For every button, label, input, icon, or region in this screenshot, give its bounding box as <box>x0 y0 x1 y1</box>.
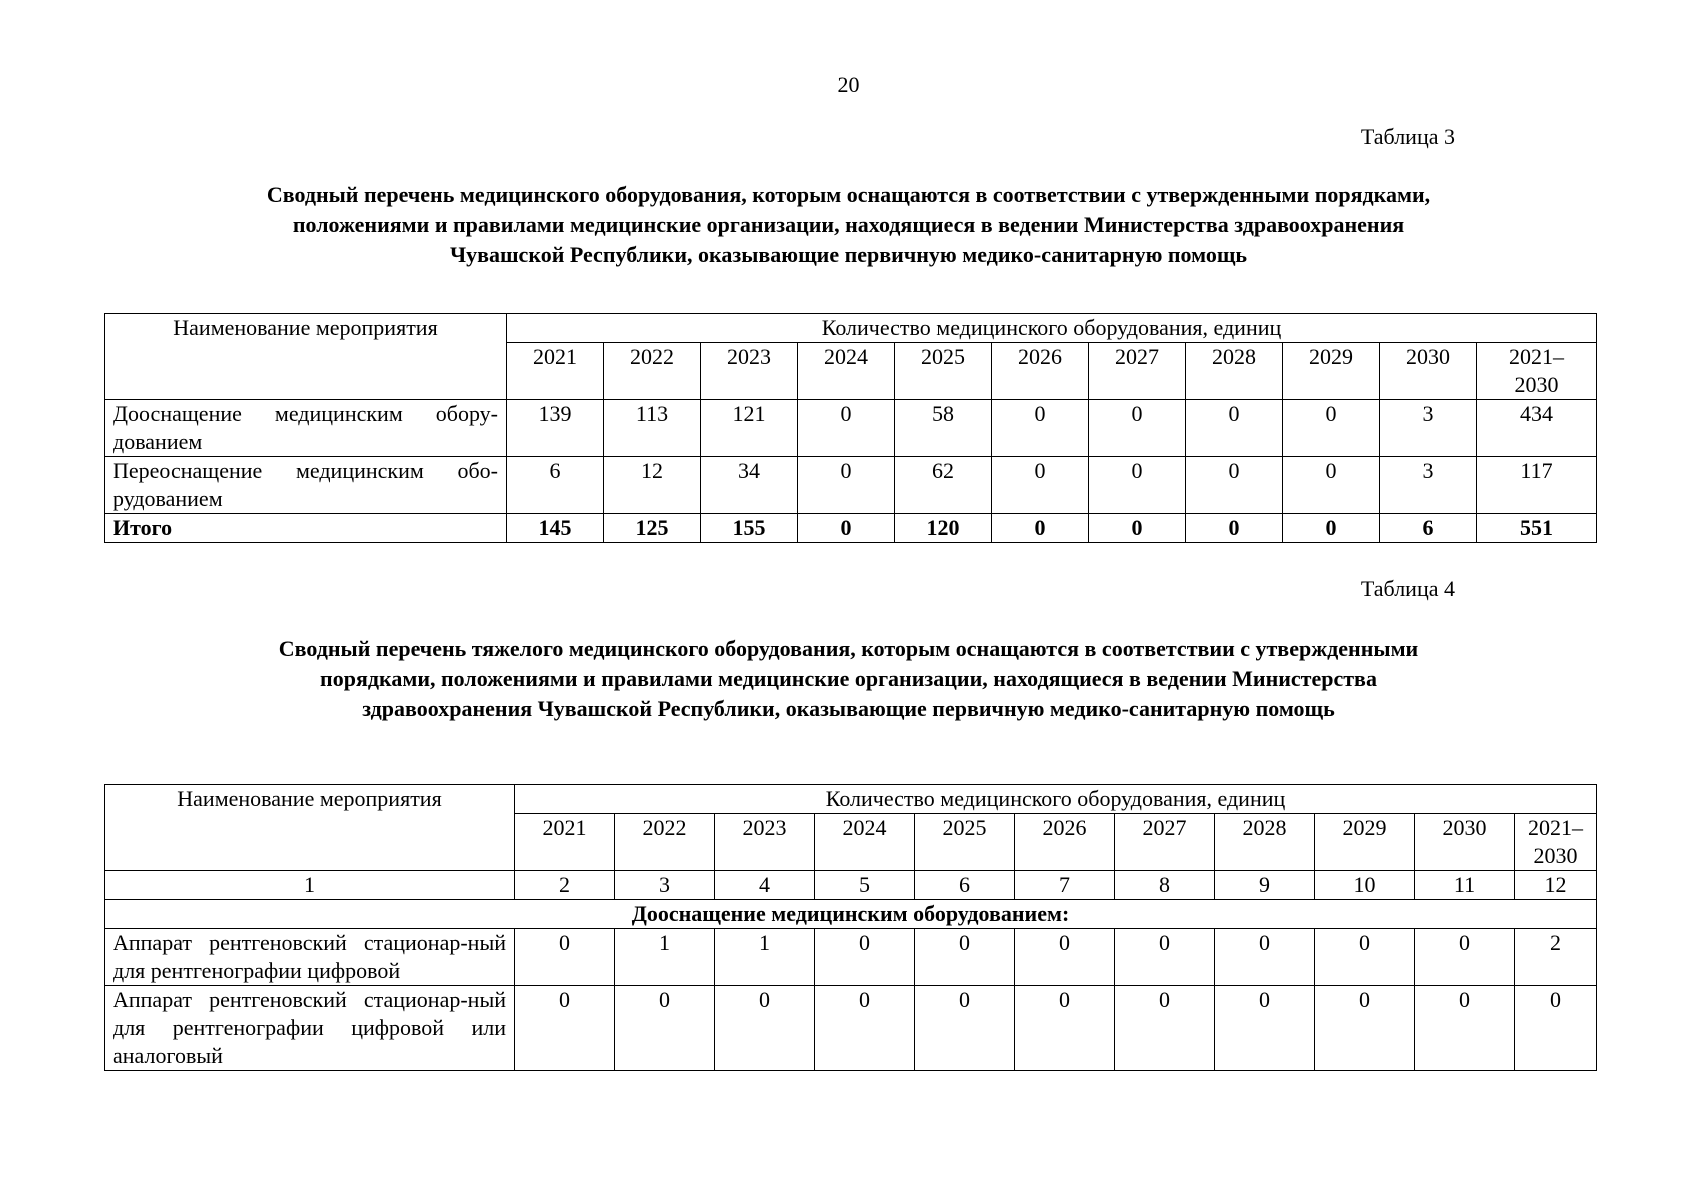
title-line: порядками, положениями и правилами медицинские организации, находящиеся в ведении Министерства <box>320 666 1377 691</box>
total-year-bottom: 2030 <box>1514 372 1559 397</box>
cell: 34 <box>701 457 798 514</box>
column-number: 10 <box>1315 871 1415 900</box>
cell: 0 <box>1089 514 1186 543</box>
total-year-top: 2021– <box>1509 344 1565 369</box>
cell: 6 <box>1380 514 1477 543</box>
cell: 58 <box>895 400 992 457</box>
cell: 0 <box>815 929 915 986</box>
page-number: 20 <box>837 72 860 97</box>
cell: 0 <box>798 514 895 543</box>
title-line: Чувашской Республики, оказывающие первичную медико-санитарную помощь <box>449 242 1248 267</box>
cell: 6 <box>507 457 604 514</box>
cell: 0 <box>1089 457 1186 514</box>
cell: 0 <box>1015 986 1115 1071</box>
year-header: 2026 <box>992 343 1089 400</box>
section-title: Дооснащение медицинским оборудованием: <box>105 900 1597 929</box>
table-3 <box>104 313 1597 543</box>
year-header: 2030 <box>1415 814 1515 871</box>
cell: 0 <box>798 400 895 457</box>
column-number-row <box>105 871 1597 900</box>
cell: 0 <box>815 986 915 1071</box>
year-header: 2030 <box>1380 343 1477 400</box>
year-header: 2029 <box>1315 814 1415 871</box>
year-header: 2028 <box>1186 343 1283 400</box>
cell: 12 <box>604 457 701 514</box>
cell: 121 <box>701 400 798 457</box>
cell: 125 <box>604 514 701 543</box>
cell: 0 <box>992 400 1089 457</box>
cell: 0 <box>1283 400 1380 457</box>
cell: 0 <box>992 457 1089 514</box>
column-number: 5 <box>815 871 915 900</box>
cell: 0 <box>1283 457 1380 514</box>
cell: 0 <box>1115 929 1215 986</box>
cell: 0 <box>1215 929 1315 986</box>
column-number: 8 <box>1115 871 1215 900</box>
cell: 0 <box>515 986 615 1071</box>
cell: 0 <box>1015 929 1115 986</box>
year-header: 2021 <box>515 814 615 871</box>
cell: 0 <box>1315 986 1415 1071</box>
row-name: Итого <box>105 514 507 543</box>
title-line: Сводный перечень медицинского оборудования, которым оснащаются в соответствии с утвержденными порядками, <box>266 182 1431 207</box>
total-year-header <box>1515 814 1597 871</box>
column-number: 1 <box>105 871 515 900</box>
cell: 0 <box>1283 514 1380 543</box>
table-3-title <box>120 180 1577 270</box>
table-row <box>105 457 1597 514</box>
cell: 0 <box>1186 457 1283 514</box>
table-4-label: Таблица 4 <box>1360 576 1455 601</box>
year-header: 2025 <box>915 814 1015 871</box>
cell: 0 <box>1115 986 1215 1071</box>
table-row <box>105 400 1597 457</box>
cell: 120 <box>895 514 992 543</box>
cell: 0 <box>1215 986 1315 1071</box>
year-header: 2023 <box>701 343 798 400</box>
year-header: 2025 <box>895 343 992 400</box>
title-line: Сводный перечень тяжелого медицинского оборудования, которым оснащаются в соответствии с утвержденными <box>278 636 1419 661</box>
year-header: 2024 <box>815 814 915 871</box>
cell: 113 <box>604 400 701 457</box>
year-header: 2029 <box>1283 343 1380 400</box>
cell: 117 <box>1477 457 1597 514</box>
column-number: 2 <box>515 871 615 900</box>
section-row <box>105 900 1597 929</box>
row-name: Переоснащение медицинским обо-рудованием <box>105 457 507 514</box>
cell: 1 <box>615 929 715 986</box>
title-line: здравоохранения Чувашской Республики, оказывающие первичную медико-санитарную помощь <box>362 696 1335 721</box>
title-line: положениями и правилами медицинские организации, находящиеся в ведении Министерства здравоохранения <box>292 212 1405 237</box>
year-header: 2024 <box>798 343 895 400</box>
table-4-title <box>120 634 1577 724</box>
cell: 0 <box>1315 929 1415 986</box>
cell: 1 <box>715 929 815 986</box>
year-header: 2027 <box>1115 814 1215 871</box>
total-year-header <box>1477 343 1597 400</box>
cell: 0 <box>1186 514 1283 543</box>
column-number: 7 <box>1015 871 1115 900</box>
group-header: Количество медицинского оборудования, единиц <box>507 314 1597 343</box>
cell: 62 <box>895 457 992 514</box>
cell: 0 <box>915 929 1015 986</box>
cell: 3 <box>1380 400 1477 457</box>
row-name: Дооснащение медицинским обору-дованием <box>105 400 507 457</box>
column-number: 9 <box>1215 871 1315 900</box>
cell: 0 <box>1415 929 1515 986</box>
cell: 0 <box>1186 400 1283 457</box>
cell: 0 <box>798 457 895 514</box>
cell: 0 <box>615 986 715 1071</box>
year-header: 2021 <box>507 343 604 400</box>
total-year-bottom: 2030 <box>1533 843 1578 868</box>
column-number: 4 <box>715 871 815 900</box>
cell: 0 <box>1089 400 1186 457</box>
year-header: 2027 <box>1089 343 1186 400</box>
cell: 0 <box>992 514 1089 543</box>
table-row <box>105 986 1597 1071</box>
group-header: Количество медицинского оборудования, единиц <box>515 785 1597 814</box>
cell: 139 <box>507 400 604 457</box>
cell: 0 <box>1515 986 1597 1071</box>
table-row <box>105 929 1597 986</box>
year-header: 2022 <box>604 343 701 400</box>
table-3-label: Таблица 3 <box>1360 124 1455 149</box>
column-number: 6 <box>915 871 1015 900</box>
cell: 0 <box>1415 986 1515 1071</box>
cell: 2 <box>1515 929 1597 986</box>
cell: 0 <box>715 986 815 1071</box>
row-name: Аппарат рентгеновский стационар-ный для рентгенографии цифровой <box>105 929 515 986</box>
cell: 0 <box>515 929 615 986</box>
cell: 434 <box>1477 400 1597 457</box>
year-header: 2028 <box>1215 814 1315 871</box>
total-row <box>105 514 1597 543</box>
cell: 551 <box>1477 514 1597 543</box>
year-header: 2023 <box>715 814 815 871</box>
name-header: Наименование мероприятия <box>105 314 507 400</box>
year-header: 2026 <box>1015 814 1115 871</box>
name-header: Наименование мероприятия <box>105 785 515 871</box>
column-number: 3 <box>615 871 715 900</box>
column-number: 11 <box>1415 871 1515 900</box>
year-header: 2022 <box>615 814 715 871</box>
cell: 145 <box>507 514 604 543</box>
column-number: 12 <box>1515 871 1597 900</box>
total-year-top: 2021– <box>1528 815 1584 840</box>
row-name: Аппарат рентгеновский стационар-ный для рентгенографии цифровой или аналоговый <box>105 986 515 1071</box>
cell: 3 <box>1380 457 1477 514</box>
cell: 0 <box>915 986 1015 1071</box>
table-4 <box>104 784 1597 1071</box>
cell: 155 <box>701 514 798 543</box>
